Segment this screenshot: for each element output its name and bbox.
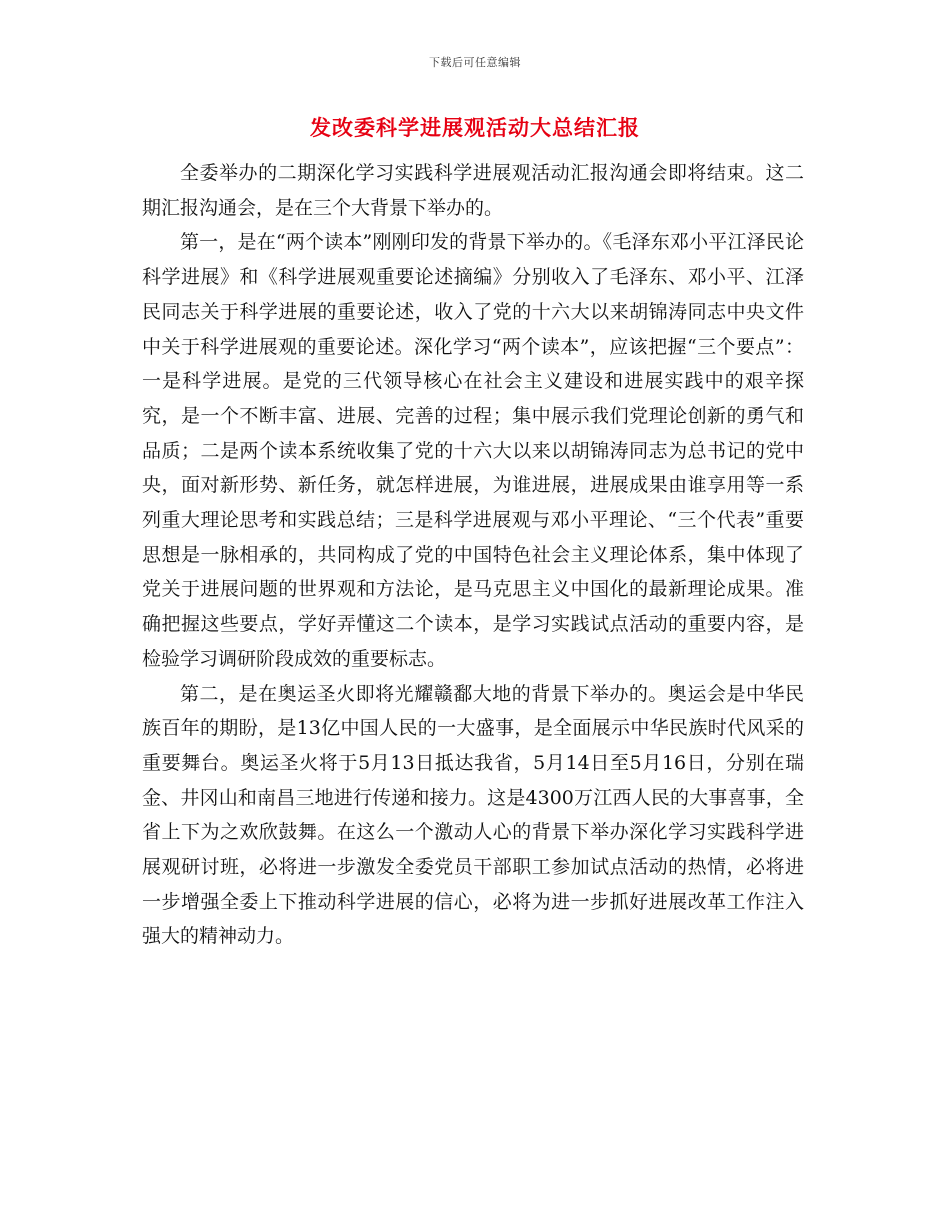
paragraph-first-background: 第一，是在“两个读本”刚刚印发的背景下举办的。《毛泽东邓小平江泽民论科学进展》和《科学进展观重要论述摘编》分别收入了毛泽东、邓小平、江泽民同志关于科学进展的重要论述，收入了党的十六大以来胡锦涛同志中央文件中关于科学进展观的重要论述。深化学习“两个读本”，应该把握“三个要点”：一是科学进展。是党的三代领导核心在社会主义建设和进展实践中的艰辛探究，是一个不断丰富、进展、完善的过程；集中展示我们党理论创新的勇气和品质；二是两个读本系统收集了党的十六大以来以胡锦涛同志为总书记的党中央，面对新形势、新任务，就怎样进展，为谁进展，进展成果由谁享用等一系列重大理论思考和实践总结；三是科学进展观与邓小平理论、“三个代表”重要思想是一脉相承的，共同构成了党的中国特色社会主义理论体系，集中体现了党关于进展问题的世界观和方法论，是马克思主义中国化的最新理论成果。准确把握这些要点，学好弄懂这二个读本，是学习实践试点活动的重要内容，是检验学习调研阶段成效的重要标志。 bbox=[142, 231, 804, 670]
paragraph-intro: 全委举办的二期深化学习实践科学进展观活动汇报沟通会即将结束。这二期汇报沟通会，是在三个大背景下举办的。 bbox=[142, 162, 804, 219]
paragraph-second-background: 第二，是在奥运圣火即将光耀赣鄱大地的背景下举办的。奥运会是中华民族百年的期盼，是13亿中国人民的一大盛事，是全面展示中华民族时代风采的重要舞台。奥运圣火将于5月13日抵达我省，5月14日至5月16日，分别在瑞金、井冈山和南昌三地进行传递和接力。这是4300万江西人民的大事喜事，全省上下为之欢欣鼓舞。在这么一个激动人心的背景下举办深化学习实践科学进展观研讨班，必将进一步激发全委党员干部职工参加试点活动的热情，必将进一步增强全委上下推动科学进展的信心，必将为进一步抓好进展改革工作注入强大的精神动力。 bbox=[142, 682, 804, 948]
page-header-note: 下载后可任意编辑 bbox=[429, 56, 521, 69]
document-body bbox=[142, 156, 804, 954]
document-title: 发改委科学进展观活动大总结汇报 bbox=[310, 115, 640, 140]
